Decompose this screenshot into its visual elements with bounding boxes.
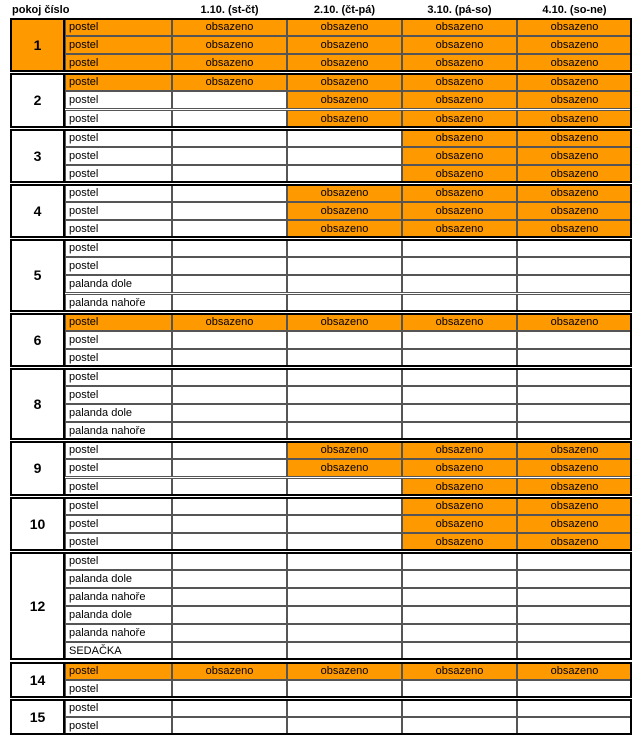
occupied-cell[interactable]: obsazeno bbox=[402, 36, 517, 54]
bed-type-cell: postel bbox=[65, 349, 172, 367]
empty-cell[interactable] bbox=[517, 422, 632, 440]
bed-type-cell: postel bbox=[65, 202, 172, 220]
occupied-cell[interactable]: obsazeno bbox=[517, 91, 632, 109]
empty-cell[interactable] bbox=[287, 606, 402, 624]
occupied-cell[interactable]: obsazeno bbox=[517, 18, 632, 36]
occupied-cell[interactable]: obsazeno bbox=[402, 478, 517, 496]
empty-cell[interactable] bbox=[402, 386, 517, 404]
empty-cell[interactable] bbox=[287, 422, 402, 440]
bed-type-cell: postel bbox=[65, 699, 172, 717]
header-day-1: 1.10. (st-čt) bbox=[200, 4, 259, 16]
room-number: 5 bbox=[10, 239, 65, 311]
room-number: 6 bbox=[10, 313, 65, 367]
empty-cell[interactable] bbox=[287, 129, 402, 147]
empty-cell[interactable] bbox=[172, 184, 287, 202]
bed-type-cell: postel bbox=[65, 680, 172, 698]
occupied-cell[interactable]: obsazeno bbox=[402, 18, 517, 36]
empty-cell[interactable] bbox=[172, 552, 287, 570]
empty-cell[interactable] bbox=[172, 165, 287, 183]
empty-cell[interactable] bbox=[172, 459, 287, 477]
occupied-cell[interactable]: obsazeno bbox=[172, 73, 287, 91]
empty-cell[interactable] bbox=[402, 624, 517, 642]
empty-cell[interactable] bbox=[287, 386, 402, 404]
empty-cell[interactable] bbox=[172, 129, 287, 147]
empty-cell[interactable] bbox=[172, 331, 287, 349]
occupied-cell[interactable]: obsazeno bbox=[402, 110, 517, 128]
empty-cell[interactable] bbox=[402, 275, 517, 293]
empty-cell[interactable] bbox=[172, 570, 287, 588]
room-number: 3 bbox=[10, 129, 65, 183]
empty-cell[interactable] bbox=[402, 606, 517, 624]
occupied-cell[interactable]: obsazeno bbox=[517, 184, 632, 202]
bed-type-cell: postel bbox=[65, 36, 172, 54]
room-number: 4 bbox=[10, 184, 65, 238]
empty-cell[interactable] bbox=[172, 368, 287, 386]
empty-cell[interactable] bbox=[172, 515, 287, 533]
bed-type-cell: postel bbox=[65, 368, 172, 386]
empty-cell[interactable] bbox=[172, 717, 287, 735]
room-number: 14 bbox=[10, 662, 65, 698]
occupied-cell[interactable]: obsazeno bbox=[517, 497, 632, 515]
bed-type-cell: palanda dole bbox=[65, 275, 172, 293]
empty-cell[interactable] bbox=[172, 91, 287, 109]
empty-cell[interactable] bbox=[172, 294, 287, 312]
bed-type-cell: postel bbox=[65, 662, 172, 680]
bed-type-cell: postel bbox=[65, 441, 172, 459]
empty-cell[interactable] bbox=[172, 220, 287, 238]
empty-cell[interactable] bbox=[172, 478, 287, 496]
empty-cell[interactable] bbox=[402, 642, 517, 660]
empty-cell[interactable] bbox=[402, 257, 517, 275]
empty-cell[interactable] bbox=[402, 680, 517, 698]
occupied-cell[interactable]: obsazeno bbox=[287, 73, 402, 91]
empty-cell[interactable] bbox=[172, 349, 287, 367]
bed-type-cell: palanda nahoře bbox=[65, 588, 172, 606]
empty-cell[interactable] bbox=[172, 422, 287, 440]
empty-cell[interactable] bbox=[517, 570, 632, 588]
empty-cell[interactable] bbox=[172, 275, 287, 293]
empty-cell[interactable] bbox=[287, 497, 402, 515]
empty-cell[interactable] bbox=[287, 275, 402, 293]
occupied-cell[interactable]: obsazeno bbox=[172, 313, 287, 331]
empty-cell[interactable] bbox=[172, 497, 287, 515]
occupied-cell[interactable]: obsazeno bbox=[287, 18, 402, 36]
room-number: 8 bbox=[10, 368, 65, 440]
empty-cell[interactable] bbox=[287, 257, 402, 275]
bed-type-cell: palanda dole bbox=[65, 606, 172, 624]
occupied-cell[interactable]: obsazeno bbox=[172, 662, 287, 680]
empty-cell[interactable] bbox=[517, 331, 632, 349]
empty-cell[interactable] bbox=[172, 533, 287, 551]
occupied-cell[interactable]: obsazeno bbox=[517, 202, 632, 220]
empty-cell[interactable] bbox=[517, 257, 632, 275]
bed-type-cell: palanda dole bbox=[65, 404, 172, 422]
empty-cell[interactable] bbox=[517, 699, 632, 717]
occupied-cell[interactable]: obsazeno bbox=[517, 515, 632, 533]
empty-cell[interactable] bbox=[172, 404, 287, 422]
empty-cell[interactable] bbox=[402, 570, 517, 588]
occupied-cell[interactable]: obsazeno bbox=[172, 36, 287, 54]
empty-cell[interactable] bbox=[172, 642, 287, 660]
empty-cell[interactable] bbox=[172, 386, 287, 404]
empty-cell[interactable] bbox=[172, 441, 287, 459]
occupied-cell[interactable]: obsazeno bbox=[287, 313, 402, 331]
occupied-cell[interactable]: obsazeno bbox=[287, 441, 402, 459]
empty-cell[interactable] bbox=[287, 588, 402, 606]
empty-cell[interactable] bbox=[517, 717, 632, 735]
empty-cell[interactable] bbox=[287, 642, 402, 660]
empty-cell[interactable] bbox=[517, 606, 632, 624]
empty-cell[interactable] bbox=[287, 349, 402, 367]
empty-cell[interactable] bbox=[287, 570, 402, 588]
occupied-cell[interactable]: obsazeno bbox=[402, 147, 517, 165]
empty-cell[interactable] bbox=[172, 239, 287, 257]
bed-type-cell: postel bbox=[65, 239, 172, 257]
occupied-cell[interactable]: obsazeno bbox=[287, 36, 402, 54]
empty-cell[interactable] bbox=[517, 239, 632, 257]
occupied-cell[interactable]: obsazeno bbox=[517, 441, 632, 459]
occupied-cell[interactable]: obsazeno bbox=[402, 165, 517, 183]
empty-cell[interactable] bbox=[402, 699, 517, 717]
occupied-cell[interactable]: obsazeno bbox=[517, 220, 632, 238]
occupied-cell[interactable]: obsazeno bbox=[287, 202, 402, 220]
empty-cell[interactable] bbox=[287, 552, 402, 570]
empty-cell[interactable] bbox=[402, 588, 517, 606]
empty-cell[interactable] bbox=[287, 294, 402, 312]
header-day-4: 4.10. (so-ne) bbox=[542, 4, 607, 16]
bed-type-cell: postel bbox=[65, 717, 172, 735]
bed-type-cell: postel bbox=[65, 73, 172, 91]
occupied-cell[interactable]: obsazeno bbox=[287, 184, 402, 202]
bed-type-cell: postel bbox=[65, 478, 172, 496]
empty-cell[interactable] bbox=[287, 515, 402, 533]
bed-type-cell: postel bbox=[65, 386, 172, 404]
occupied-cell[interactable]: obsazeno bbox=[517, 662, 632, 680]
occupied-cell[interactable]: obsazeno bbox=[517, 36, 632, 54]
empty-cell[interactable] bbox=[402, 404, 517, 422]
occupied-cell[interactable]: obsazeno bbox=[517, 129, 632, 147]
bed-type-cell: postel bbox=[65, 54, 172, 72]
empty-cell[interactable] bbox=[287, 717, 402, 735]
empty-cell[interactable] bbox=[402, 331, 517, 349]
empty-cell[interactable] bbox=[172, 680, 287, 698]
empty-cell[interactable] bbox=[172, 147, 287, 165]
occupied-cell[interactable]: obsazeno bbox=[402, 662, 517, 680]
empty-cell[interactable] bbox=[172, 257, 287, 275]
occupied-cell[interactable]: obsazeno bbox=[517, 147, 632, 165]
empty-cell[interactable] bbox=[402, 422, 517, 440]
room-number: 9 bbox=[10, 441, 65, 495]
empty-cell[interactable] bbox=[517, 624, 632, 642]
occupied-cell[interactable]: obsazeno bbox=[517, 478, 632, 496]
bed-type-cell: postel bbox=[65, 459, 172, 477]
occupied-cell[interactable]: obsazeno bbox=[517, 54, 632, 72]
empty-cell[interactable] bbox=[517, 552, 632, 570]
bed-type-cell: postel bbox=[65, 129, 172, 147]
occupied-cell[interactable]: obsazeno bbox=[402, 515, 517, 533]
bed-type-cell: postel bbox=[65, 110, 172, 128]
occupied-cell[interactable]: obsazeno bbox=[517, 73, 632, 91]
room-number: 10 bbox=[10, 497, 65, 551]
header-day-3: 3.10. (pá-so) bbox=[427, 4, 492, 16]
empty-cell[interactable] bbox=[517, 349, 632, 367]
occupied-cell[interactable]: obsazeno bbox=[287, 54, 402, 72]
occupied-cell[interactable]: obsazeno bbox=[287, 662, 402, 680]
occupied-cell[interactable]: obsazeno bbox=[402, 459, 517, 477]
empty-cell[interactable] bbox=[287, 368, 402, 386]
empty-cell[interactable] bbox=[172, 624, 287, 642]
bed-type-cell: postel bbox=[65, 91, 172, 109]
empty-cell[interactable] bbox=[172, 110, 287, 128]
occupied-cell[interactable]: obsazeno bbox=[287, 91, 402, 109]
empty-cell[interactable] bbox=[517, 680, 632, 698]
occupied-cell[interactable]: obsazeno bbox=[517, 165, 632, 183]
bed-type-cell: palanda nahoře bbox=[65, 624, 172, 642]
header-room-label: pokoj číslo bbox=[12, 4, 70, 16]
occupied-cell[interactable]: obsazeno bbox=[402, 54, 517, 72]
empty-cell[interactable] bbox=[287, 699, 402, 717]
empty-cell[interactable] bbox=[517, 404, 632, 422]
empty-cell[interactable] bbox=[287, 624, 402, 642]
header-day-2: 2.10. (čt-pá) bbox=[313, 4, 376, 16]
empty-cell[interactable] bbox=[402, 349, 517, 367]
empty-cell[interactable] bbox=[517, 588, 632, 606]
occupied-cell[interactable]: obsazeno bbox=[402, 313, 517, 331]
empty-cell[interactable] bbox=[517, 368, 632, 386]
empty-cell[interactable] bbox=[287, 331, 402, 349]
bed-type-cell: postel bbox=[65, 515, 172, 533]
empty-cell[interactable] bbox=[172, 202, 287, 220]
occupied-cell[interactable]: obsazeno bbox=[287, 110, 402, 128]
empty-cell[interactable] bbox=[287, 239, 402, 257]
empty-cell[interactable] bbox=[402, 552, 517, 570]
bed-type-cell: postel bbox=[65, 552, 172, 570]
empty-cell[interactable] bbox=[517, 294, 632, 312]
empty-cell[interactable] bbox=[402, 717, 517, 735]
occupied-cell[interactable]: obsazeno bbox=[172, 54, 287, 72]
empty-cell[interactable] bbox=[172, 588, 287, 606]
empty-cell[interactable] bbox=[517, 386, 632, 404]
occupied-cell[interactable]: obsazeno bbox=[517, 110, 632, 128]
occupied-cell[interactable]: obsazeno bbox=[402, 441, 517, 459]
empty-cell[interactable] bbox=[402, 368, 517, 386]
occupied-cell[interactable]: obsazeno bbox=[172, 18, 287, 36]
empty-cell[interactable] bbox=[172, 606, 287, 624]
empty-cell[interactable] bbox=[402, 294, 517, 312]
bed-type-cell: postel bbox=[65, 257, 172, 275]
bed-type-cell: postel bbox=[65, 533, 172, 551]
occupied-cell[interactable]: obsazeno bbox=[402, 129, 517, 147]
bed-type-cell: palanda dole bbox=[65, 570, 172, 588]
empty-cell[interactable] bbox=[287, 533, 402, 551]
empty-cell[interactable] bbox=[287, 478, 402, 496]
occupied-cell[interactable]: obsazeno bbox=[402, 73, 517, 91]
occupied-cell[interactable]: obsazeno bbox=[287, 220, 402, 238]
bed-type-cell: postel bbox=[65, 184, 172, 202]
bed-type-cell: postel bbox=[65, 147, 172, 165]
occupied-cell[interactable]: obsazeno bbox=[402, 91, 517, 109]
empty-cell[interactable] bbox=[172, 699, 287, 717]
occupied-cell[interactable]: obsazeno bbox=[402, 533, 517, 551]
room-number: 2 bbox=[10, 73, 65, 127]
occupied-cell[interactable]: obsazeno bbox=[402, 184, 517, 202]
room-number: 15 bbox=[10, 699, 65, 735]
bed-type-cell: palanda nahoře bbox=[65, 422, 172, 440]
occupied-cell[interactable]: obsazeno bbox=[287, 459, 402, 477]
empty-cell[interactable] bbox=[287, 147, 402, 165]
bed-type-cell: postel bbox=[65, 331, 172, 349]
occupied-cell[interactable]: obsazeno bbox=[517, 459, 632, 477]
bed-type-cell: postel bbox=[65, 313, 172, 331]
bed-type-cell: SEDAČKA bbox=[65, 642, 172, 660]
occupied-cell[interactable]: obsazeno bbox=[402, 202, 517, 220]
bed-type-cell: postel bbox=[65, 165, 172, 183]
empty-cell[interactable] bbox=[287, 165, 402, 183]
empty-cell[interactable] bbox=[402, 239, 517, 257]
bed-type-cell: postel bbox=[65, 497, 172, 515]
empty-cell[interactable] bbox=[517, 275, 632, 293]
bed-type-cell: palanda nahoře bbox=[65, 294, 172, 312]
bed-type-cell: postel bbox=[65, 18, 172, 36]
occupied-cell[interactable]: obsazeno bbox=[402, 220, 517, 238]
empty-cell[interactable] bbox=[287, 680, 402, 698]
room-number: 1 bbox=[10, 18, 65, 72]
empty-cell[interactable] bbox=[287, 404, 402, 422]
empty-cell[interactable] bbox=[517, 642, 632, 660]
occupied-cell[interactable]: obsazeno bbox=[402, 497, 517, 515]
occupied-cell[interactable]: obsazeno bbox=[517, 533, 632, 551]
bed-type-cell: postel bbox=[65, 220, 172, 238]
room-number: 12 bbox=[10, 552, 65, 661]
occupied-cell[interactable]: obsazeno bbox=[517, 313, 632, 331]
